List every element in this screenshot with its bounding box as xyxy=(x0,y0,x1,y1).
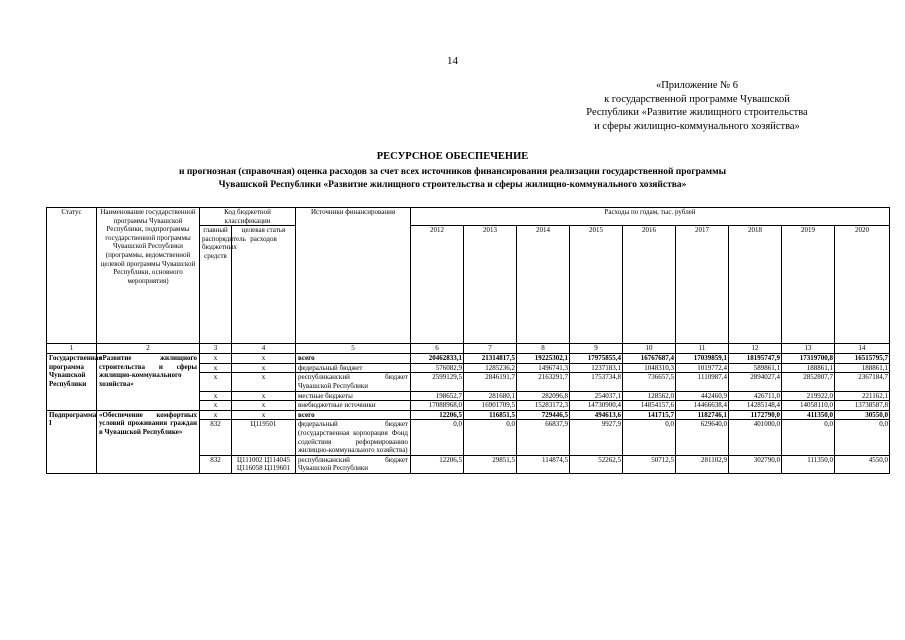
resource-table xyxy=(46,207,890,474)
row-value: 2846191,7 xyxy=(464,373,517,391)
row-value: 426711,0 xyxy=(729,391,782,401)
row-value: 16767687,4 xyxy=(623,354,676,364)
header-status: Статус xyxy=(47,208,97,344)
page-number: 14 xyxy=(447,55,458,67)
row-value: 1496741,3 xyxy=(517,363,570,373)
row-value: 188861,1 xyxy=(835,363,890,373)
row-value: 12206,5 xyxy=(411,455,464,473)
row-value: 282096,8 xyxy=(517,391,570,401)
column-number: 7 xyxy=(464,344,517,354)
column-number: 9 xyxy=(570,344,623,354)
header-code-main: главный распорядитель бюджетных средств xyxy=(200,226,232,344)
header-name: Наименование государственной программы Чувашской Республики, подпрограммы государственной программы Чувашской Республики (программы, ведомственной целевой программы Чувашской Республики, основного мероприятия) xyxy=(97,208,200,344)
row-target-article: Ц119501 xyxy=(232,420,296,455)
document-subtitle xyxy=(60,166,845,192)
column-number: 12 xyxy=(729,344,782,354)
row-value: 17319700,8 xyxy=(782,354,835,364)
row-value: 494613,6 xyxy=(570,410,623,420)
row-value: 2894027,4 xyxy=(729,373,782,391)
row-value: 116851,5 xyxy=(464,410,517,420)
row-value: 401000,0 xyxy=(729,420,782,455)
row-value: 254037,1 xyxy=(570,391,623,401)
row-target-article: х xyxy=(232,363,296,373)
header-year: 2015 xyxy=(570,226,623,344)
row-value: 1172790,0 xyxy=(729,410,782,420)
row-value: 411350,0 xyxy=(782,410,835,420)
table-row xyxy=(47,354,890,364)
row-value: 281680,1 xyxy=(464,391,517,401)
column-number: 1 xyxy=(47,344,97,354)
header-code: Код бюджетной классификации xyxy=(200,208,296,226)
column-number: 10 xyxy=(623,344,676,354)
row-value: 589861,1 xyxy=(729,363,782,373)
row-name: «Развитие жилищного строительства и сферы жилищно-коммунального хозяйства» xyxy=(97,354,200,411)
row-value: 0,0 xyxy=(411,420,464,455)
row-value: 50712,5 xyxy=(623,455,676,473)
row-status: Государственная программа Чувашской Республики xyxy=(47,354,97,411)
row-value: 1237183,1 xyxy=(570,363,623,373)
subtitle-line: и прогнозная (справочная) оценка расходов за счет всех источников финансирования реализации государственной программы xyxy=(178,167,727,177)
row-value: 17975855,4 xyxy=(570,354,623,364)
row-value: 14058110,0 xyxy=(782,401,835,411)
row-value: 736657,5 xyxy=(623,373,676,391)
row-source: республиканский бюджет Чувашской Республики xyxy=(296,455,411,473)
row-value: 14730900,4 xyxy=(570,401,623,411)
row-value: 281102,9 xyxy=(676,455,729,473)
document-title: РЕСУРСНОЕ ОБЕСПЕЧЕНИЕ xyxy=(376,151,529,162)
row-value: 16901709,5 xyxy=(464,401,517,411)
row-source: федеральный бюджет (государственная корпорация Фонд содействия реформированию жилищно-коммунального хозяйства) xyxy=(296,420,411,455)
row-main-manager: х xyxy=(200,373,232,391)
row-value: 19225302,1 xyxy=(517,354,570,364)
row-value: 1182746,1 xyxy=(676,410,729,420)
row-value: 9927,9 xyxy=(570,420,623,455)
header-year: 2013 xyxy=(464,226,517,344)
row-value: 221162,1 xyxy=(835,391,890,401)
header-expenses: Расходы по годам, тыс. рублей xyxy=(411,208,890,226)
row-value: 21314817,5 xyxy=(464,354,517,364)
appendix-line: «Приложение № 6 xyxy=(655,80,739,91)
row-target-article: х xyxy=(232,410,296,420)
row-target-article: Ц111002 Ц114045 Ц116058 Ц119601 xyxy=(232,455,296,473)
row-value: 128562,0 xyxy=(623,391,676,401)
row-value: 1048310,3 xyxy=(623,363,676,373)
row-value: 576082,9 xyxy=(411,363,464,373)
row-value: 0,0 xyxy=(464,420,517,455)
column-number: 2 xyxy=(97,344,200,354)
row-value: 14466638,4 xyxy=(676,401,729,411)
row-value: 30550,0 xyxy=(835,410,890,420)
table-row xyxy=(47,410,890,420)
header-year: 2016 xyxy=(623,226,676,344)
row-value: 198652,7 xyxy=(411,391,464,401)
row-value: 17088968,0 xyxy=(411,401,464,411)
row-value: 442460,9 xyxy=(676,391,729,401)
row-value: 629640,0 xyxy=(676,420,729,455)
column-number: 3 xyxy=(200,344,232,354)
row-value: 302790,0 xyxy=(729,455,782,473)
row-target-article: х xyxy=(232,401,296,411)
header-year: 2012 xyxy=(411,226,464,344)
header-year: 2014 xyxy=(517,226,570,344)
row-value: 0,0 xyxy=(623,420,676,455)
row-value: 20462833,1 xyxy=(411,354,464,364)
row-value: 1753734,8 xyxy=(570,373,623,391)
column-number: 4 xyxy=(232,344,296,354)
row-value: 141715,7 xyxy=(623,410,676,420)
row-value: 13738587,8 xyxy=(835,401,890,411)
row-value: 2163291,7 xyxy=(517,373,570,391)
column-number: 14 xyxy=(835,344,890,354)
appendix-note xyxy=(532,79,862,133)
row-source: федеральный бюджет xyxy=(296,363,411,373)
header-year: 2019 xyxy=(782,226,835,344)
row-value: 0,0 xyxy=(835,420,890,455)
row-name: «Обеспечение комфортных условий проживания граждан в Чувашской Республике» xyxy=(97,410,200,473)
row-main-manager: х xyxy=(200,391,232,401)
row-value: 4550,0 xyxy=(835,455,890,473)
row-target-article: х xyxy=(232,391,296,401)
appendix-line: к государственной программе Чувашской xyxy=(604,93,790,105)
appendix-line: Республики «Развитие жилищного строительства xyxy=(586,107,808,118)
row-value: 18195747,9 xyxy=(729,354,782,364)
subtitle-line: Чувашской Республики «Развитие жилищного строительства и сферы жилищно-коммунального хозяйства» xyxy=(218,180,687,190)
row-value: 12206,5 xyxy=(411,410,464,420)
row-value: 1019772,4 xyxy=(676,363,729,373)
row-value: 1110987,4 xyxy=(676,373,729,391)
column-number: 5 xyxy=(296,344,411,354)
row-value: 14854157,6 xyxy=(623,401,676,411)
header-sources: Источники финансирования xyxy=(296,208,411,344)
row-source: местные бюджеты xyxy=(296,391,411,401)
row-value: 188861,1 xyxy=(782,363,835,373)
row-value: 16515795,7 xyxy=(835,354,890,364)
row-value: 2852807,7 xyxy=(782,373,835,391)
row-value: 2367184,7 xyxy=(835,373,890,391)
row-main-manager: х xyxy=(200,401,232,411)
row-main-manager: х xyxy=(200,363,232,373)
row-value: 52262,5 xyxy=(570,455,623,473)
row-value: 66837,9 xyxy=(517,420,570,455)
row-target-article: х xyxy=(232,354,296,364)
row-value: 729446,5 xyxy=(517,410,570,420)
column-number: 6 xyxy=(411,344,464,354)
row-source: внебюджетные источники xyxy=(296,401,411,411)
row-value: 1285236,2 xyxy=(464,363,517,373)
row-value: 111350,0 xyxy=(782,455,835,473)
row-main-manager: 832 xyxy=(200,420,232,455)
row-source: республиканский бюджет Чувашской Республики xyxy=(296,373,411,391)
row-value: 29851,5 xyxy=(464,455,517,473)
row-main-manager: х xyxy=(200,410,232,420)
row-target-article: х xyxy=(232,373,296,391)
row-value: 17039859,1 xyxy=(676,354,729,364)
row-value: 0,0 xyxy=(782,420,835,455)
row-main-manager: х xyxy=(200,354,232,364)
row-status: Подпрограмма I xyxy=(47,410,97,473)
row-value: 2599129,5 xyxy=(411,373,464,391)
header-year: 2017 xyxy=(676,226,729,344)
row-source: всего xyxy=(296,354,411,364)
appendix-line: и сферы жилищно-коммунального хозяйства» xyxy=(594,120,800,132)
header-year: 2018 xyxy=(729,226,782,344)
row-value: 219922,0 xyxy=(782,391,835,401)
header-code-target: целевая статья расходов xyxy=(232,226,296,344)
row-value: 15283172,3 xyxy=(517,401,570,411)
row-value: 114874,5 xyxy=(517,455,570,473)
column-number: 8 xyxy=(517,344,570,354)
column-number: 13 xyxy=(782,344,835,354)
row-main-manager: 832 xyxy=(200,455,232,473)
column-number: 11 xyxy=(676,344,729,354)
header-year: 2020 xyxy=(835,226,890,344)
row-source: всего xyxy=(296,410,411,420)
row-value: 14285148,4 xyxy=(729,401,782,411)
